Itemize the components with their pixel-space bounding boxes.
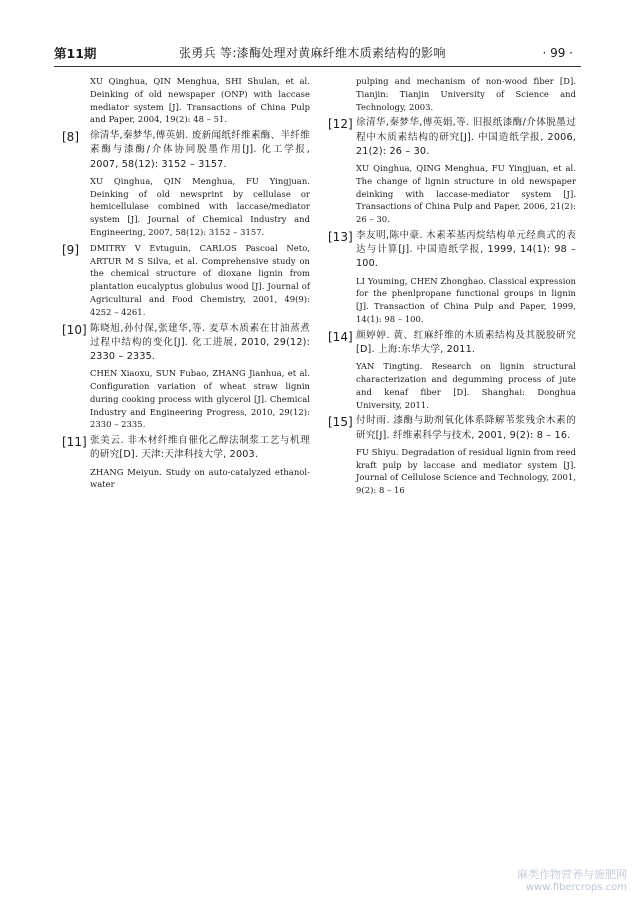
header-rule [54,66,581,67]
reference-number: [14] [328,329,353,344]
reference-number: [12] [328,117,353,132]
watermark-url: www.fibercrops.com [525,882,627,893]
watermark-title: 麻类作物营养与施肥网 [517,868,627,881]
reference-text-english: CHEN Xiaoxu, SUN Fubao, ZHANG Jianhua, et al. Configuration variation of wheat straw lignin during cooking process with glycerol [J]. Chemical Industry and Engineering Progress, 2010, 29(12): 2330 – 2335. [90,368,310,430]
reference-text-english: DMITRY V Evtuguin, CARLOS Pascoal Neto, ARTUR M S Silva, et al. Comprehensive study on the chemical structure of dioxane lignin from plantation eucalyptus globulus wood [J]. Journal of Agricultural and Food Chemistry, 2001, 49(9): 4252 – 4261. [90,242,310,317]
reference-text-chinese: 颜婷婷. 黄、红麻纤维的木质素结构及其脱胶研究[D]. 上海:东华大学, 2011. [356,329,576,355]
reference-number: [11] [62,435,87,450]
reference-text-chinese: 付时雨. 漆酶与助剂氧化体系降解苇浆残余木素的研究[J]. 纤维素科学与技术, 2001, 9(2): 8 – 16. [356,415,576,441]
reference-entry [328,414,576,497]
reference-text-chinese: 张美云. 非木材纤维自催化乙醇法制浆工艺与机理的研究[D]. 天津:天津科技大学, 2003. [90,435,310,461]
site-watermark [517,866,627,893]
reference-entry [62,322,310,432]
reference-number: [15] [328,415,353,430]
reference-number: [10] [62,322,87,337]
reference-text-english: FU Shiyu. Degradation of residual lignin from reed kraft pulp by laccase and mediator system [J]. Journal of Cellulose Science and Technology, 2001, 9(2): 8 – 16 [356,446,576,496]
reference-text-english: pulping and mechanism of non-wood fiber [D]. Tianjin: Tianjin University of Science and Technology, 2003. [356,76,576,112]
reference-number: [9] [62,242,79,257]
page-header [54,42,581,64]
reference-entry [328,229,576,326]
reference-entry [62,242,310,319]
reference-text-english: LI Youming, CHEN Zhonghao. Classical expression for the phenlpropane functional groups in lignin [J]. Transaction of China Pulp and Paper, 1999, 14(1): 98 – 100. [356,275,576,324]
reference-entry [328,116,576,226]
reference-text-chinese: 徐清华,秦梦华,傅英娟. 废新闻纸纤维素酶、半纤维素酶与漆酶/介体协同脱墨作用[J]. 化工学报, 2007, 58(12): 3152 – 3157. [90,130,310,170]
reference-text-english: ZHANG Meiyun. Study on auto-catalyzed ethanol-water [90,466,310,490]
running-title: 张勇兵 等:漆酶处理对黄麻纤维木质素结构的影响 [179,46,446,60]
references-right-column [328,75,576,500]
reference-entry [328,329,576,412]
reference-number: [8] [62,130,79,145]
reference-text-chinese: 徐清华,秦梦华,傅英娟,等. 旧报纸漆酶/介体脱墨过程中木质素结构的研究[J]. 中国造纸学报, 2006, 21(2): 26 – 30. [356,117,576,157]
reference-entry [62,434,310,491]
reference-text-english: XU Qinghua, QING Menghua, FU Yingjuan, et al. The change of lignin structure in old newspaper deinking with laccase-mediator system [J]. Transactions of China Pulp and Paper, 2006, 21(2): 26 – 30. [356,163,576,225]
reference-entry [90,75,310,126]
reference-text-english: XU Qinghua, QIN Menghua, FU Yingjuan. Deinking of old newsprint by cellulase or hemicellulase combined with laccase/mediator system [J]. Journal of Chemical Industry and Engineering, 2007, 58(12): 3152 – 3157. [90,175,310,237]
reference-number: [13] [328,229,353,244]
reference-text-chinese: 李友明,陈中豪. 木素苯基丙烷结构单元经典式的表达与计算[J]. 中国造纸学报, 1999, 14(1): 98 – 100. [356,229,576,270]
reference-entry [62,129,310,239]
reference-text-english: YAN Tingting. Research on lignin structural characterization and degumming process of jute and kenaf fiber [D]. Shanghai: Donghua University, 2011. [356,361,576,410]
reference-entry [356,75,576,113]
issue-label: 第11期 [54,46,97,61]
reference-text-chinese: 陈晓旭,孙付保,张建华,等. 麦草木质素在甘油蒸煮过程中结构的变化[J]. 化工进展, 2010, 29(12): 2330 – 2335. [90,322,310,362]
reference-text-english: XU Qinghua, QIN Menghua, SHI Shulan, et al. Deinking of old newspaper (ONP) with laccase mediator system [J]. Transactions of China Pulp and Paper, 2004, 19(2): 48 – 51. [90,76,310,125]
references-left-column [62,75,310,494]
page-number: · 99 · [542,46,573,60]
